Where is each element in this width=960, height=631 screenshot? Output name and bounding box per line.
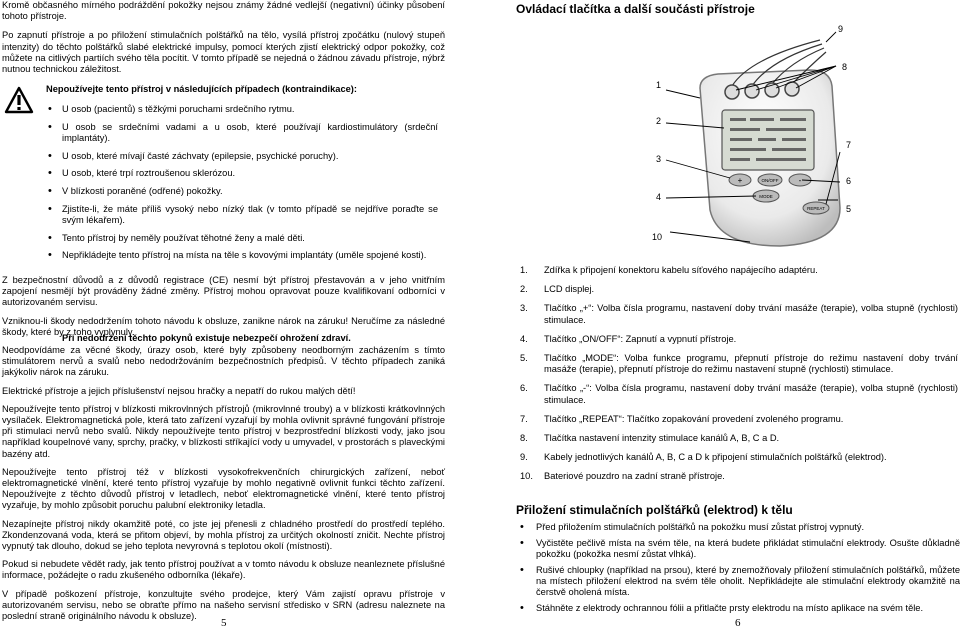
contraindications-list — [48, 104, 438, 268]
application-heading: Přiložení stimulačních polštářků (elektrod) k tělu — [516, 503, 793, 517]
section-heading: Ovládací tlačítka a další součásti přístroje — [516, 2, 755, 16]
svg-text:7: 7 — [846, 140, 852, 150]
paragraph: V případě poškození přístroje, konzultujte svého prodejce, který Vám zajistí opravu přístroje v autorizovaném servisu, nebo se obraťte přímo na našeho servisní středisko v SRN (adresu naleznete na poslední straně originálního návodu k obsluze). — [2, 588, 445, 622]
list-item: • Stáhněte z elektrody ochrannou fólii a přitlačte prsty elektrodu na místo aplikace na svém těle. — [514, 603, 960, 614]
list-item: • Rušivé chloupky (například na prsou), které by znemožňovaly přiložení stimulačních polštářků, můžete na místech přiložení elektrod na svém těle oholit. Nepřikládejte ale stimulační elektrody okamžitě na čerstvě oholená místa. — [514, 565, 960, 599]
list-item: • U osob se srdečními vadami a u osob, které používají kardiostimulátory (srdeční implantáty). — [48, 122, 438, 144]
paragraph: Kromě občasného mírného podráždění pokožky nejsou známy žádné vedlejší (negativní) účinky působení tohoto přístroje. — [2, 0, 445, 22]
page-number: 6 — [735, 617, 741, 629]
svg-text:6: 6 — [846, 176, 852, 186]
page-number: 5 — [221, 617, 227, 629]
list-item: 4. Tlačítko „ON/OFF“: Zapnutí a vypnutí přístroje. — [520, 333, 737, 344]
paragraph: Z bezpečnostní důvodů a z důvodů registrace (CE) nesmí být přístroj přestavován a v jeho vnitřním zapojení nesmějí být prováděny žádné změny. Přístroj mohou opravovat pouze kvalifikovaní odborníci v autorizovaném servisu. — [2, 275, 445, 308]
plus-button[interactable] — [729, 174, 751, 186]
svg-text:4: 4 — [656, 192, 662, 202]
paragraph: Nezapínejte přístroj nikdy okamžitě poté, co jste jej přenesli z chladného prostředí do prostředí teplého. Zkondenzovaná voda, která se přitom objeví, by mohla přístroj za určitých okolností zničit. Nechte přístroj vypnutý tak dlouho, dokud se jeho teplota nevyrovná s teplotou okolí (místnosti). — [2, 518, 445, 552]
svg-text:8: 8 — [842, 62, 848, 72]
svg-text:10: 10 — [652, 232, 663, 242]
paragraph: Neodpovídáme za věcné škody, úrazy osob, které byly způsobeny neodborným zacházením s tímto stimulátorem nervů a svalů nebo nedodržováním bezpečnostních předpisů. V těchto případech zaniká jakýkoliv nárok na záruku. — [2, 345, 445, 378]
list-item: • U osob, které trpí roztroušenou sklerózou. — [48, 168, 438, 179]
svg-text:5: 5 — [846, 204, 852, 214]
list-item: • V blízkosti poraněné (odřené) pokožky. — [48, 186, 438, 197]
list-item: 2. LCD displej. — [520, 284, 595, 295]
list-item: • Zjistíte-li, že máte příliš vysoký nebo nízký tlak (v tomto případě se nejdříve poraďte se svým lékařem). — [48, 204, 438, 226]
right-page — [510, 0, 960, 631]
parts-list — [518, 265, 958, 483]
list-item: • Tento přístroj by neměly používat těhotné ženy a malé děti. — [48, 233, 438, 244]
list-item: 6. Tlačítko „-“: Volba čísla programu, nastavení doby trvání masáže (terapie), volba stupně (rychlosti) stimulace. — [520, 383, 958, 405]
application-list — [514, 522, 960, 618]
svg-text:3: 3 — [656, 154, 662, 164]
svg-text:+: + — [737, 176, 743, 185]
paragraph: Nepoužívejte tento přístroj též v blízkosti vysokofrekvenčních chirurgických zařízení, neboť elektromagnetické vlnění, které tento přístroj vyzařuje by mohlo negativně ovlivnit funkci těchto zařízení. Nepoužívejte z těchto důvodů přístroj v letadlech, neboť elektromagnetické vlnění, které tento přístroj vyzařuje, by mohlo způsobit poruchu palubní elektroniky letadla. — [2, 466, 445, 511]
list-item: 7. Tlačítko „REPEAT“: Tlačítko zopakování provedení zvoleného programu. — [520, 413, 844, 424]
paragraph: Nepoužívejte tento přístroj v blízkosti mikrovlnných přístrojů (mikrovlnné trouby) a v blízkosti krátkovlnných vysílaček. Elektromagnetická pole, která tato zařízení vyzařují by mohla ovlivnit správné fungování přístroje při stimulaci nervů nebo svalů. Nikdy nepoužívejte tento přístroj v bezprostřední blízkosti vody, jako jsou například koupelnové vany, sprchy, pračky, v blízkosti stříkající vody u umyvadel, v prostorách s plaveckými bazény atd. — [2, 403, 445, 459]
list-item: 9. Kabely jednotlivých kanálů A, B, C a D k připojení stimulačních polštářků (elektrod). — [520, 452, 887, 463]
list-item: • Před přiložením stimulačních polštářků na pokožku musí zůstat přístroj vypnutý. — [514, 522, 960, 533]
svg-text:MODE: MODE — [759, 194, 773, 199]
svg-text:ON/OFF: ON/OFF — [761, 178, 779, 183]
contraindications-title: Nepoužívejte tento přístroj v následujících případech (kontraindikace): — [46, 84, 357, 94]
mode-button[interactable] — [753, 190, 779, 202]
svg-text:-: - — [798, 176, 802, 185]
warning-icon — [4, 86, 34, 114]
list-item: 10. Bateriové pouzdro na zadní straně přístroje. — [520, 471, 725, 482]
svg-text:9: 9 — [838, 24, 844, 34]
paragraph: Pokud si nebudete vědět rady, jak tento přístroj používat a v tomto návodu k obsluze neanleznete příslušné informace, požádejte o radu zkušeného odborníka (lékaře). — [2, 559, 445, 581]
safety-block — [2, 275, 445, 622]
intro-block — [2, 0, 445, 75]
repeat-button[interactable] — [803, 202, 829, 214]
left-page — [0, 0, 472, 631]
list-item: 8. Tlačítka nastavení intenzity stimulace kanálů A, B, C a D. — [520, 433, 780, 444]
on-off-button[interactable] — [758, 174, 782, 186]
list-item: • U osob, které mívají časté záchvaty (epilepsie, psychické poruchy). — [48, 151, 438, 162]
list-item: • Vyčistěte pečlivě místa na svém těle, na která budete přikládat stimulační elektrody. Osušte důkladně pokožku (pokožka nesmí zůstat vlhká). — [514, 538, 960, 560]
paragraph: Elektrické přístroje a jejich příslušenství nejsou hračky a nepatří do rukou malých dětí! — [2, 385, 356, 396]
svg-text:2: 2 — [656, 116, 662, 126]
contraindications-footer: Při nedodržení těchto pokynů existuje nebezpečí ohrožení zdraví. — [62, 333, 351, 343]
list-item: 3. Tlačítko „+“: Volba čísla programu, nastavení doby trvání masáže (terapie), volba stupně (rychlosti) stimulace. — [520, 303, 958, 325]
paragraph: Vzniknou-li škody nedodržením tohoto návodu k obsluze, zanikne nárok na záruku! Neručíme za následné škody, které by z toho vyplynuly. — [2, 315, 445, 337]
list-item: • U osob (pacientů) s těžkými poruchami srdečního rytmu. — [48, 104, 438, 115]
device-illustration — [640, 18, 960, 258]
svg-text:1: 1 — [656, 80, 662, 90]
list-item: • Nepřikládejte tento přístroj na místa na těle s kovovými implantáty (uměle spojené kosti). — [48, 250, 438, 261]
list-item: 5. Tlačítko „MODE“: Volba funkce programu, přepnutí přístroje do režimu nastavení doby trvání masáže (terapie), přepnutí přístroje do režimu nastavení stupně (rychlosti) stimulace. — [520, 353, 958, 375]
list-item: 1. Zdířka k připojení konektoru kabelu síťového napájecího adaptéru. — [520, 265, 818, 275]
paragraph: Po zapnutí přístroje a po přiložení stimulačních polštářků na tělo, vysílá přístroj zpočátku (nulový stupeň intenzity) do těchto polštářků slabé elektrické impulsy, pomocí kterých zjistí elektrický odpor pokožky, což můžete na citlivých partiích svého těla pocítit. V tomto případě se nejedná o žádnou závadu přístroje, nýbrž nutnou technickou záležitost. — [2, 30, 445, 75]
svg-text:REPEAT: REPEAT — [807, 206, 825, 211]
